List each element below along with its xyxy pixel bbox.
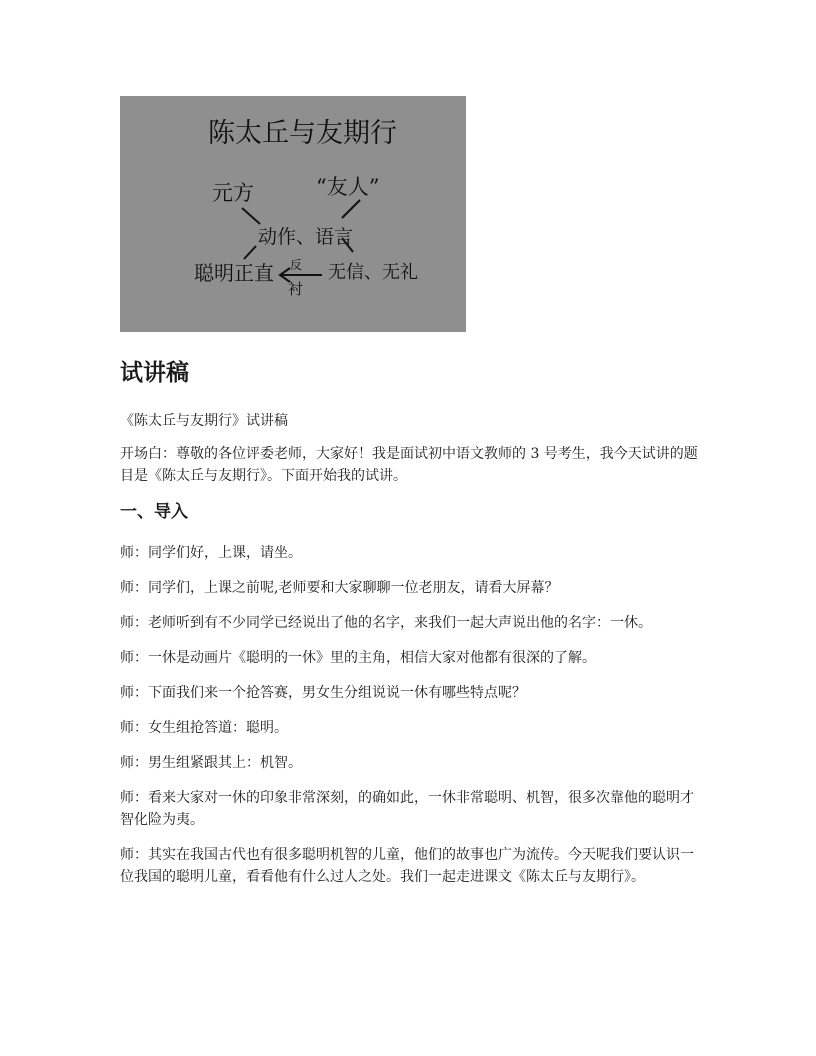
- connector-yuanfang: [242, 208, 260, 224]
- board-arrow-label-top: 反: [290, 258, 303, 272]
- dialogue-line: 师：看来大家对一休的印象非常深刻，的确如此，一休非常聪明、机智，很多次靠他的聪明才智化险为夷。: [120, 790, 694, 828]
- mind-map-diagram: [120, 96, 466, 332]
- dialogue-line: 师：老师听到有不少同学已经说出了他的名字，来我们一起大声说出他的名字：一休。: [120, 615, 652, 631]
- lesson-subtitle: 《陈太丘与友期行》试讲稿: [120, 413, 288, 429]
- board-node-center: 动作、语言: [258, 226, 354, 248]
- board-node-youren: “友人”: [316, 175, 380, 199]
- board-arrow-label-bottom: 衬: [288, 280, 304, 298]
- board-node-right: 无信、无礼: [328, 262, 418, 283]
- dialogue-line: 师：女生组抢答道：聪明。: [120, 720, 288, 736]
- document-body: [120, 356, 700, 901]
- dialogue-line: 师：下面我们来一个抢答赛，男女生分组说说一休有哪些特点呢？: [120, 685, 526, 701]
- connector-youren: [342, 200, 360, 218]
- dialogue-line: 师：男生组紧跟其上：机智。: [120, 755, 302, 771]
- dialogue-line: 师：一休是动画片《聪明的一休》里的主角，相信大家对他都有很深的了解。: [120, 650, 596, 666]
- section-heading-intro: 一、导入: [120, 502, 188, 522]
- dialogue-line: 师：其实在我国古代也有很多聪明机智的儿童，他们的故事也广为流传。今天呢我们要认识一位我国的聪明儿童，看看他有什么过人之处。我们一起走进课文《陈太丘与友期行》。: [120, 847, 694, 885]
- dialogue-line: 师：同学们，上课之前呢,老师要和大家聊聊一位老朋友，请看大屏幕？: [120, 580, 559, 596]
- board-node-left: 聪明正直: [194, 261, 274, 285]
- board-node-yuanfang: 元方: [212, 181, 254, 205]
- dialogue-line: 师：同学们好，上课，请坐。: [120, 545, 302, 561]
- connector-left: [244, 246, 256, 259]
- blackboard-photo: [120, 96, 466, 332]
- board-title: 陈太丘与友期行: [208, 118, 397, 149]
- document-title: 试讲稿: [120, 360, 189, 386]
- opening-paragraph: 开场白：尊敬的各位评委老师，大家好！我是面试初中语文教师的 3 号考生，我今天试讲的题目是《陈太丘与友期行》。下面开始我的试讲。: [120, 446, 698, 484]
